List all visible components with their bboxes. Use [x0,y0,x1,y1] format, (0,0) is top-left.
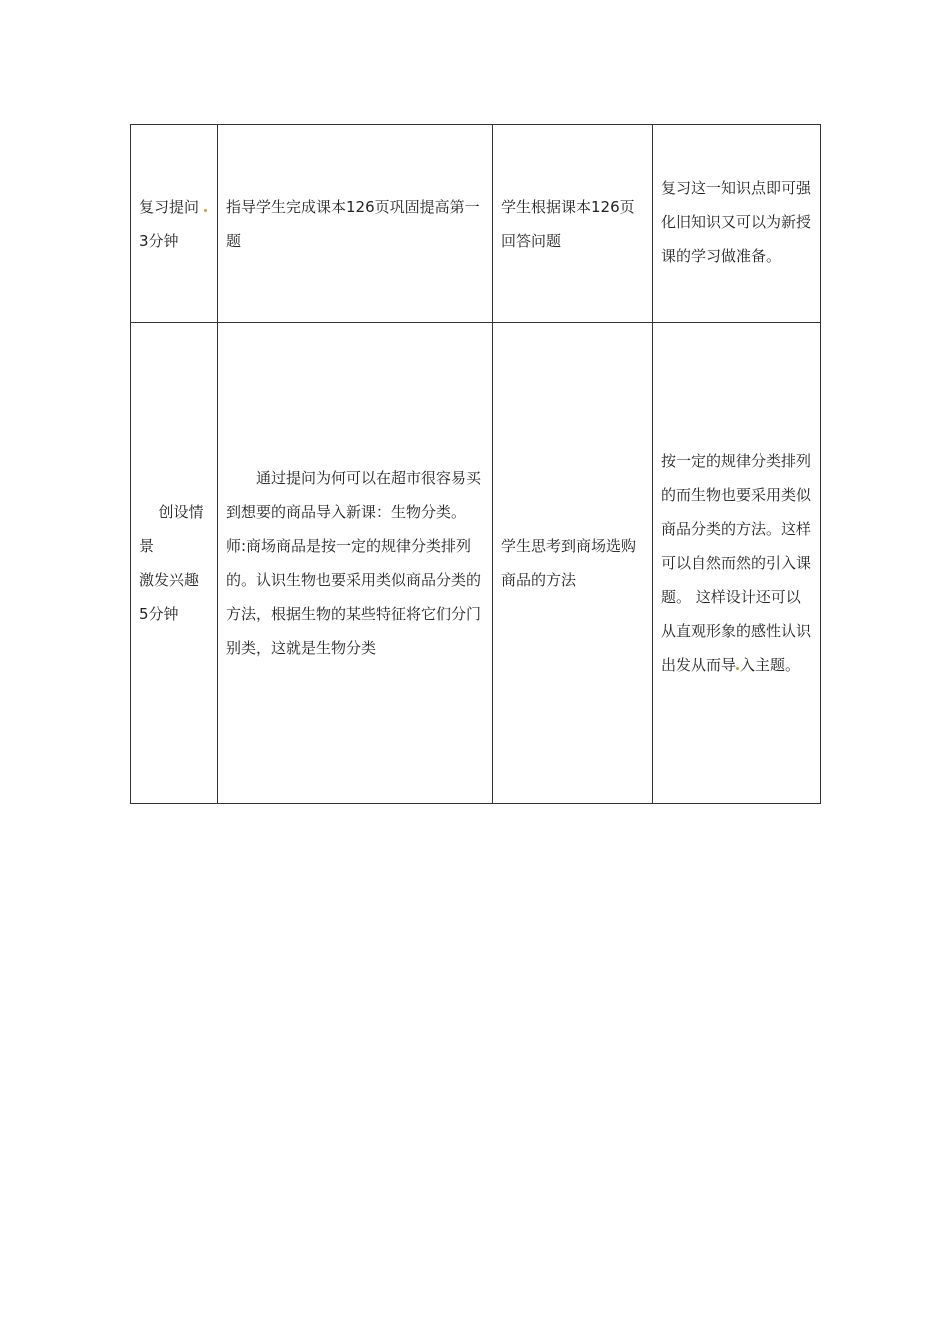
table-row [131,125,821,323]
stage-duration-text: 3分钟 [139,231,179,250]
teacher-activity-text: 指导学生完成课本126页巩固提高第一题 [226,197,480,250]
design-intent-text [661,444,812,682]
teacher-activity-cell [218,323,493,804]
design-intent-text: 复习这一知识点即可强化旧知识又可以为新授课的学习做准备。 [661,178,812,265]
marker-dot [736,667,739,670]
table-row [131,323,821,804]
teacher-activity-cell [218,125,493,323]
marker-dot [204,209,207,212]
lesson-plan-table [130,124,821,804]
design-intent-text-part: 按一定的规律分类排列的而生物也要采用类似商品分类的方法。这样可以自然而然的引入课题。 这样设计还可以从直观形象的感性认识出发从而导 [661,452,812,674]
stage-title: 复习提问 [139,197,200,216]
student-activity-cell [493,125,653,323]
student-activity-text: 学生思考到商场选购商品的方法 [501,537,637,589]
student-activity-text: 学生根据课本126页回答问题 [501,197,635,250]
design-intent-cell [653,323,821,804]
stage-title: 创设情景 [139,503,204,555]
design-intent-text-part: 入主题。 [740,656,801,674]
teacher-activity-text: 师:商场商品是按一定的规律分类排列的。认识生物也要采用类似商品分类的方法，根据生物的某些特征将它们分门别类，这就是生物分类 [226,537,482,657]
teacher-activity-text: 通过提问为何可以在超市很容易买到想要的商品导入新课：生物分类。 [226,469,482,521]
stage-cell [131,125,218,323]
design-intent-cell [653,125,821,323]
stage-subtitle: 激发兴趣 [139,571,200,589]
stage-duration: 5分钟 [139,605,179,623]
student-activity-cell [493,323,653,804]
stage-cell [131,323,218,804]
